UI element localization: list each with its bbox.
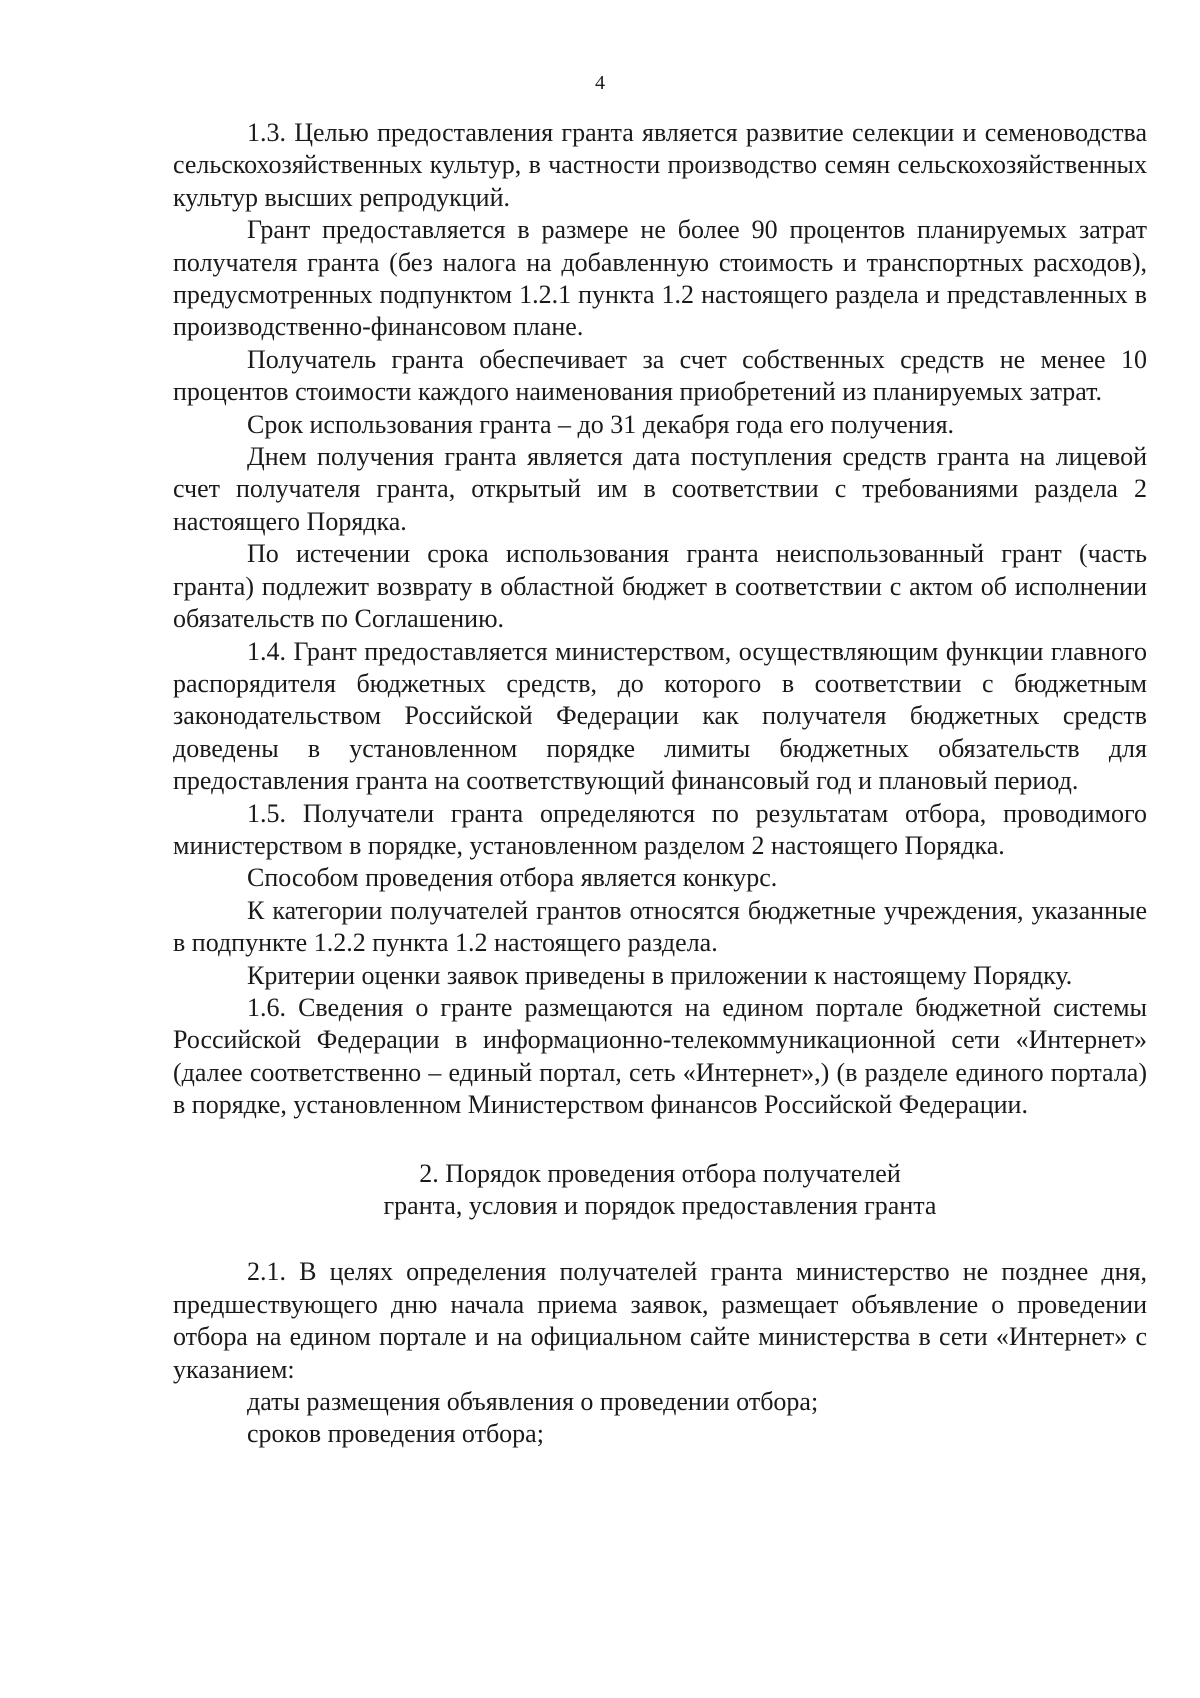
list-item: даты размещения объявления о проведении отбора;	[247, 1387, 819, 1417]
paragraph-1-5: 1.5. Получатели гранта определяются по результатам отбора, проводимого министерством в порядке, установленном разделом 2 настоящего Порядка.	[173, 798, 1147, 860]
paragraph-recipient-category: К категории получателей грантов относятся бюджетные учреждения, указанные в подпункте 1.2.2 пункта 1.2 настоящего раздела.	[173, 895, 1147, 958]
paragraph-unused-grant: По истечении срока использования гранта неиспользованный грант (часть гранта) подлежит возврату в областной бюджет в соответствии с актом об исполнении обязательств по Соглашению.	[173, 539, 1147, 634]
document-body	[173, 117, 1147, 1451]
paragraph-2-1: 2.1. В целях определения получателей гранта министерство не позднее дня, предшествующего дню начала приема заявок, размещает объявление о проведении отбора на едином портале и на официальном сайте министерства в сети «Интернет» с указанием:	[173, 1257, 1147, 1384]
paragraph-selection-method: Способом проведения отбора является конкурс.	[247, 863, 778, 893]
page-number: 4	[595, 72, 605, 94]
section-heading-line-1: 2. Порядок проведения отбора получателей	[419, 1158, 901, 1188]
paragraph-1-3: 1.3. Целью предоставления гранта является развитие селекции и семеноводства сельскохозяйственных культур, в частности производство семян сельскохозяйственных культур высших репродукций.	[173, 118, 1147, 212]
section-heading	[173, 1158, 1147, 1223]
paragraph-grant-size: Грант предоставляется в размере не более 90 процентов планируемых затрат получателя гранта (без налога на добавленную стоимость и транспортных расходов), предусмотренных подпунктом 1.2.1 пункта 1.2 настоящего раздела и представленных в производственно-финансовом плане.	[173, 215, 1147, 342]
list-item: сроков проведения отбора;	[247, 1419, 544, 1449]
paragraph-own-funds: Получатель гранта обеспечивает за счет собственных средств не менее 10 процентов стоимости каждого наименования приобретений из планируемых затрат.	[173, 344, 1147, 407]
paragraph-1-6: 1.6. Сведения о гранте размещаются на едином портале бюджетной системы Российской Федерации в информационно-телекоммуникационной сети «Интернет» (далее соответственно – единый портал, сеть «Интернет»,) (в разделе единого портала) в порядке, установленном Министерством финансов Российской Федерации.	[173, 992, 1147, 1120]
paragraph-grant-term: Срок использования гранта – до 31 декабря года его получения.	[247, 409, 955, 439]
paragraph-1-4: 1.4. Грант предоставляется министерством, осуществляющим функции главного распорядителя бюджетных средств, до которого в соответствии с бюджетным законодательством Российской Федерации как получателя бюджетных средств доведены в установленном порядке лимиты бюджетных обязательств для предоставления гранта на соответствующий финансовый год и плановый период.	[173, 636, 1147, 796]
paragraph-receipt-day: Днем получения гранта является дата поступления средств гранта на лицевой счет получателя гранта, открытый им в соответствии с требованиями раздела 2 настоящего Порядка.	[173, 442, 1147, 536]
paragraph-evaluation-criteria: Критерии оценки заявок приведены в приложении к настоящему Порядку.	[247, 960, 1073, 990]
section-heading-line-2: гранта, условия и порядок предоставления гранта	[383, 1191, 937, 1220]
